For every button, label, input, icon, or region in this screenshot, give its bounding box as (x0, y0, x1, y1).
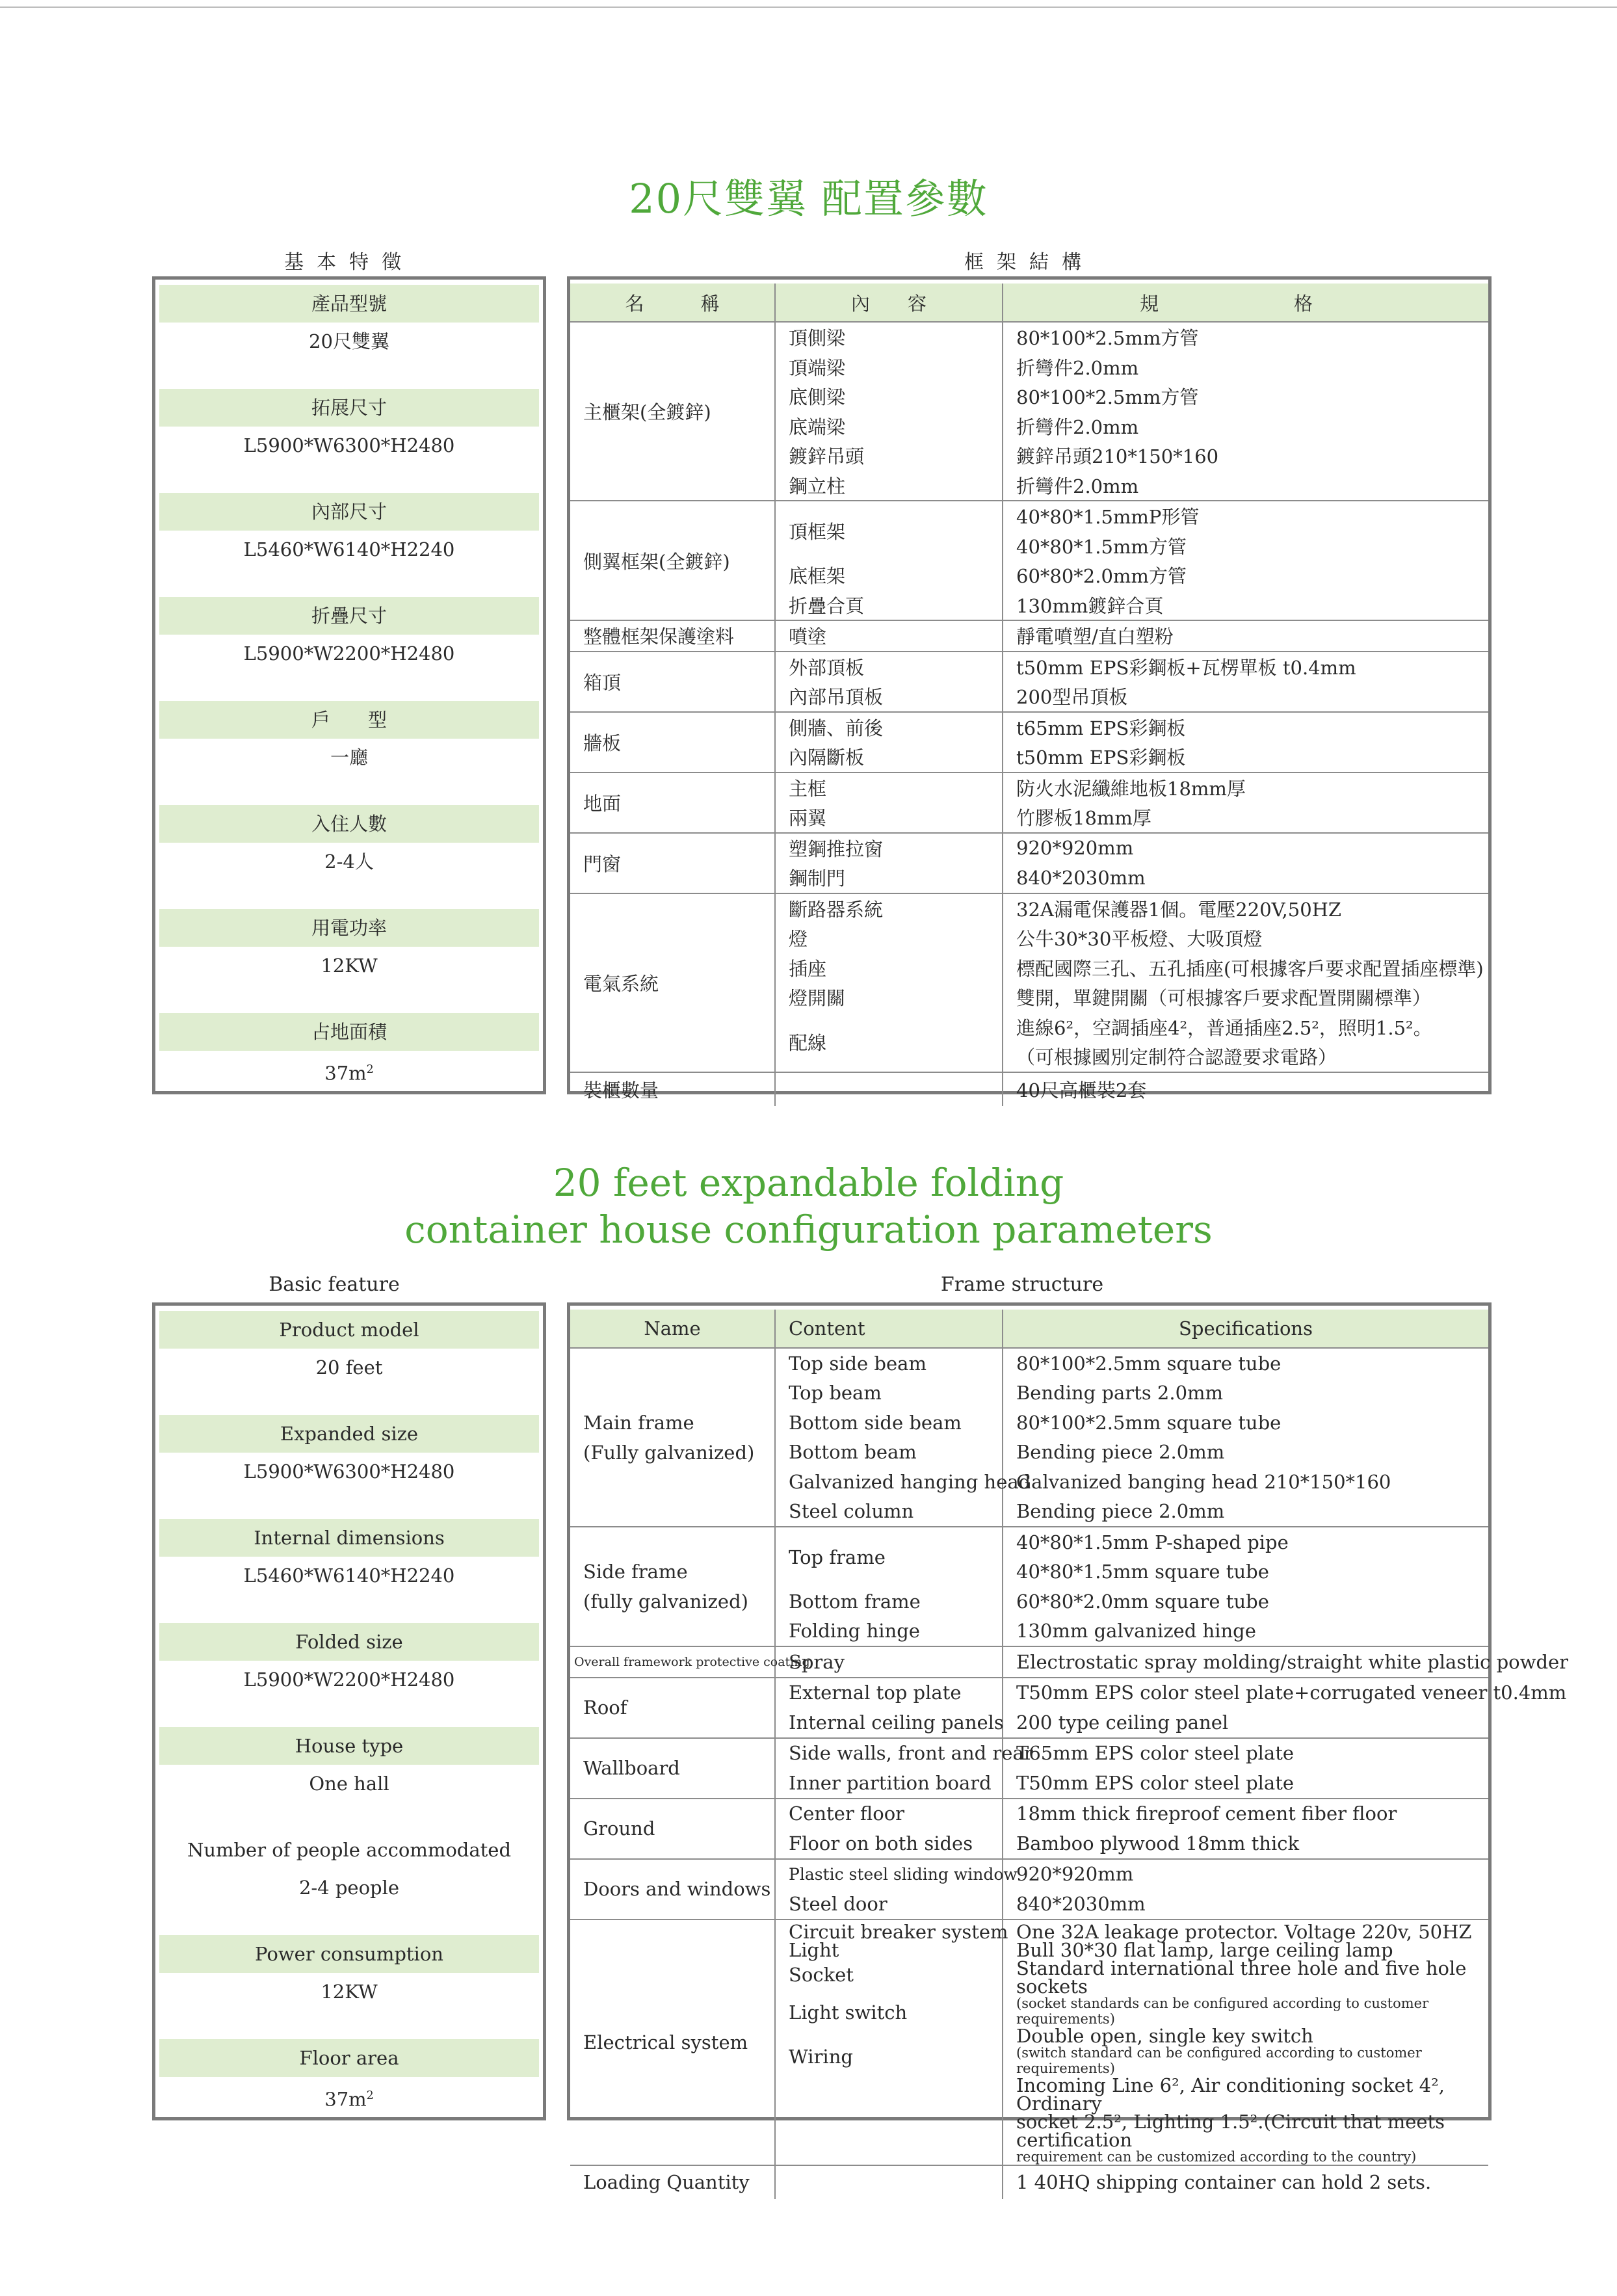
row-content: 插座 (775, 953, 1003, 983)
row-content: 噴塗 (775, 620, 1003, 652)
row-name: Roof (570, 1678, 775, 1738)
row-content: 底側梁 (775, 382, 1003, 412)
row-content: External top plate (775, 1678, 1003, 1708)
row-name: 主櫃架(全鍍鋅) (570, 322, 775, 501)
feature-item (159, 2039, 539, 2143)
row-spec: 40*80*1.5mm P-shaped pipe (1003, 1527, 1488, 1557)
table-row (570, 1678, 1488, 1708)
feature-item (159, 701, 539, 805)
feature-item (159, 1311, 539, 1415)
feature-name: Power consumption (159, 1935, 539, 1973)
row-name: Overall framework protective coating (570, 1646, 775, 1678)
top-rule (0, 7, 1617, 8)
row-spec: 竹膠板18mm厚 (1016, 807, 1151, 830)
row-content: Bottom frame (775, 1587, 1003, 1616)
row-content: Bottom side beam (775, 1408, 1003, 1438)
row-spec: t65mm EPS彩鋼板 (1003, 712, 1488, 743)
feature-value: $37m^2$ (324, 1062, 374, 1085)
row-spec: 200型吊頂板 (1016, 686, 1128, 709)
row-content: 鋼立柱 (775, 471, 1003, 501)
row-spec: 840*2030mm (1016, 1892, 1146, 1915)
feature-value: 12KW (321, 1981, 378, 2003)
frame-structure-label-en: Frame structure (940, 1273, 1104, 1296)
row-spec: 鍍鋅吊頭210*150*160 (1016, 445, 1219, 468)
row-content: Internal ceiling panels (775, 1708, 1003, 1738)
header-name: 名 稱 (570, 284, 775, 322)
feature-value: 12KW (321, 955, 378, 977)
table-row (570, 893, 1488, 924)
table-row (570, 322, 1488, 352)
row-spec: Bending parts 2.0mm (1016, 1382, 1224, 1405)
table-row (570, 1072, 1488, 1106)
feature-value: L5900*W6300*H2480 (243, 1460, 455, 1483)
feature-value: 2-4人 (324, 851, 374, 873)
feature-item (159, 493, 539, 597)
row-spec: 折彎件2.0mm (1016, 416, 1139, 438)
row-spec: Bending piece 2.0mm (1016, 1441, 1225, 1464)
row-spec: 18mm thick fireproof cement fiber floor (1003, 1799, 1488, 1829)
feature-name: 用電功率 (159, 909, 539, 947)
row-content: 頂側梁 (775, 322, 1003, 352)
feature-name: Product model (159, 1311, 539, 1349)
row-spec: 進線6²，空調插座4²，普通插座2.5²，照明1.5²。 (1016, 1016, 1432, 1039)
row-content: Center floor (775, 1799, 1003, 1829)
row-name: Ground (570, 1799, 775, 1859)
table-row (570, 501, 1488, 531)
row-spec: 920*920mm (1003, 1859, 1488, 1890)
row-name: Side frame (fully galvanized) (570, 1527, 775, 1646)
row-content: Spray (775, 1646, 1003, 1678)
row-spec: 840*2030mm (1016, 866, 1146, 889)
row-name: Main frame (Fully galvanized) (570, 1348, 775, 1527)
feature-item (159, 285, 539, 389)
feature-item (159, 1013, 539, 1117)
feature-name: Floor area (159, 2039, 539, 2077)
row-content: 配線 (775, 1012, 1003, 1072)
row-spec: 130mm galvanized hinge (1016, 1620, 1256, 1643)
feature-value: L5900*W2200*H2480 (243, 642, 455, 665)
header-content: 內 容 (775, 284, 1003, 322)
table-row (570, 1527, 1488, 1557)
basic-feature-label-en: Basic feature (269, 1273, 400, 1296)
row-content: Steel door (775, 1889, 1003, 1920)
table-row (570, 772, 1488, 803)
row-spec: 130mm鍍鋅合頁 (1016, 594, 1164, 617)
frame-structure-table-cn (567, 276, 1492, 1102)
row-name: 裝櫃數量 (570, 1072, 775, 1106)
row-content: Floor on both sides (775, 1828, 1003, 1859)
row-name: 電氣系統 (570, 893, 775, 1072)
row-name: Electrical system (570, 1920, 775, 2165)
row-spec: 80*100*2.5mm方管 (1016, 386, 1199, 409)
feature-item (159, 1623, 539, 1727)
header-name: Name (570, 1310, 775, 1348)
row-content: Inner partition board (775, 1768, 1003, 1799)
row-spec: 折彎件2.0mm (1016, 475, 1139, 497)
feature-value: L5900*W6300*H2480 (243, 434, 455, 456)
title-line-1: 20 feet expandable folding (553, 1161, 1064, 1205)
row-spec: 折彎件2.0mm (1016, 356, 1139, 379)
feature-value: $37m^2$ (324, 2088, 374, 2111)
feature-name: 折疊尺寸 (159, 597, 539, 635)
feature-value: 一廳 (330, 746, 368, 769)
feature-item (159, 1519, 539, 1623)
row-content: 鍍鋅吊頭 (775, 441, 1003, 471)
feature-name: 占地面積 (159, 1013, 539, 1051)
row-spec: Bending piece 2.0mm (1016, 1500, 1225, 1523)
feature-name: Number of people accommodated (187, 1839, 512, 1861)
table-row (570, 1646, 1488, 1678)
row-content: Plastic steel sliding window (775, 1859, 1003, 1890)
row-spec: Electrostatic spray molding/straight white plastic powder (1003, 1646, 1488, 1678)
basic-feature-panel-cn (152, 276, 546, 1094)
feature-value: 2-4 people (298, 1877, 400, 1899)
row-spec: 32A漏電保護器1個。電壓220V,50HZ (1003, 893, 1488, 924)
row-content: 內隔斷板 (775, 742, 1003, 772)
feature-item (159, 909, 539, 1013)
feature-name: Internal dimensions (159, 1519, 539, 1557)
row-content: 鋼制門 (775, 863, 1003, 893)
row-content: 燈開關 (775, 983, 1003, 1012)
row-content (775, 1072, 1003, 1106)
feature-item (159, 1935, 539, 2039)
header-spec: Specifications (1003, 1310, 1488, 1348)
row-spec: 雙開，單鍵開關（可根據客戶要求配置開關標準） (1016, 987, 1432, 1010)
row-content: 兩翼 (775, 802, 1003, 833)
row-spec: （可根據國別定制符合認證要求電路） (1016, 1046, 1337, 1069)
feature-item (159, 805, 539, 909)
row-name: 箱頂 (570, 652, 775, 712)
table-row (570, 1799, 1488, 1829)
row-content: 塑鋼推拉窗 (775, 833, 1003, 864)
row-name: 側翼框架(全鍍鋅) (570, 501, 775, 620)
table-row (570, 652, 1488, 682)
row-spec: 60*80*2.0mm方管 (1016, 565, 1187, 588)
row-spec: 200 type ceiling panel (1016, 1711, 1229, 1734)
feature-name: Folded size (159, 1623, 539, 1661)
row-content: Top side beam (775, 1348, 1003, 1379)
feature-name: Expanded size (159, 1415, 539, 1453)
feature-value: L5460*W6140*H2240 (243, 538, 455, 561)
feature-item (159, 1831, 539, 1935)
row-spec: 防火水泥纖維地板18mm厚 (1003, 772, 1488, 803)
row-name: Doors and windows (570, 1859, 775, 1920)
row-spec: 40尺高櫃裝2套 (1003, 1072, 1488, 1106)
frame-structure-table-en (567, 1302, 1569, 2193)
basic-feature-label-cn: 基本特徵 (284, 251, 414, 274)
feature-value: 20尺雙翼 (309, 330, 389, 352)
row-spec: T50mm EPS color steel plate (1016, 1771, 1295, 1794)
row-name: 牆板 (570, 712, 775, 772)
row-content: 底框架 (775, 561, 1003, 590)
row-name: Wallboard (570, 1738, 775, 1799)
row-content: Side walls, front and rear (775, 1738, 1003, 1769)
table-header-row (570, 1310, 1488, 1348)
row-spec: 40*80*1.5mmP形管 (1003, 501, 1488, 531)
feature-value: L5460*W6140*H2240 (243, 1564, 455, 1587)
feature-item (159, 597, 539, 701)
row-spec: One 32A leakage protector. Voltage 220v, 50HZ Bull 30*30 flat lamp, large ceiling lamp Standard international three hole and five hole sockets (socket standards can be configured according to customer requirements) Double open, single key switch (switch standard can be configured according to customer requirements) Incoming Line 6², Air conditioning socket 4², Ordinary socket 2.5², Lighting 1.5².(Circuit that meets certification requirement can be customized according to the country) (1003, 1920, 1488, 2165)
row-spec: 標配國際三孔、五孔插座(可根據客戶要求配置插座標準) (1016, 957, 1484, 980)
feature-name: 內部尺寸 (159, 493, 539, 531)
row-content: 側牆、前後 (775, 712, 1003, 743)
row-spec: 80*100*2.5mm square tube (1003, 1348, 1488, 1379)
row-content: Top beam (775, 1379, 1003, 1408)
row-name: 門窗 (570, 833, 775, 893)
row-content: 頂端梁 (775, 352, 1003, 382)
table-header-row (570, 284, 1488, 322)
frame-structure-label-cn: 框架結構 (964, 251, 1094, 274)
row-content: 底端梁 (775, 412, 1003, 442)
row-content: 燈 (775, 923, 1003, 953)
feature-name: 產品型號 (159, 285, 539, 323)
table-row (570, 833, 1488, 864)
row-content (775, 2165, 1003, 2199)
row-spec: 920*920mm (1003, 833, 1488, 864)
header-content: Content (775, 1310, 1003, 1348)
table-row (570, 1738, 1488, 1769)
row-content: 斷路器系統 (775, 893, 1003, 924)
title-line-2: container house configuration parameters (404, 1207, 1213, 1252)
table-row (570, 620, 1488, 652)
table-row (570, 1920, 1488, 2165)
row-spec: 60*80*2.0mm square tube (1016, 1590, 1269, 1613)
table-row (570, 1348, 1488, 1379)
feature-name: 拓展尺寸 (159, 389, 539, 427)
row-spec: T50mm EPS color steel plate+corrugated veneer t0.4mm (1003, 1678, 1488, 1708)
row-content: Steel column (775, 1497, 1003, 1527)
row-content: 內部吊頂板 (775, 681, 1003, 712)
row-spec: 80*100*2.5mm方管 (1003, 322, 1488, 352)
row-content: 外部頂板 (775, 652, 1003, 682)
feature-item (159, 1415, 539, 1519)
row-spec: 80*100*2.5mm square tube (1016, 1411, 1282, 1434)
row-content: Circuit breaker system Light Socket Light switch Wiring (775, 1920, 1003, 2165)
feature-value: 20 feet (315, 1356, 383, 1379)
row-spec: 公牛30*30平板燈、大吸頂燈 (1016, 928, 1263, 951)
row-content: 頂框架 (775, 501, 1003, 561)
row-spec: Bamboo plywood 18mm thick (1016, 1832, 1300, 1854)
page-title-cn: 20尺雙翼 配置參數 (629, 175, 988, 222)
header-spec: 規 格 (1003, 284, 1488, 322)
feature-item (159, 1727, 539, 1831)
row-spec: t50mm EPS彩鋼板 (1016, 746, 1186, 769)
row-content: 主框 (775, 772, 1003, 803)
row-spec: Galvanized banging head 210*150*160 (1016, 1470, 1391, 1493)
feature-name: 入住人數 (159, 805, 539, 843)
row-name: Loading Quantity (570, 2165, 775, 2199)
row-content: 折疊合頁 (775, 590, 1003, 621)
table-row (570, 1859, 1488, 1890)
page-title-en (0, 1163, 1617, 1256)
row-content: Bottom beam (775, 1438, 1003, 1468)
table-row (570, 712, 1488, 743)
row-spec: T65mm EPS color steel plate (1003, 1738, 1488, 1769)
row-spec: 40*80*1.5mm square tube (1016, 1561, 1269, 1583)
row-spec: t50mm EPS彩鋼板+瓦楞單板 t0.4mm (1003, 652, 1488, 682)
row-content: Top frame (775, 1527, 1003, 1587)
row-spec: 靜電噴塑/直白塑粉 (1003, 620, 1488, 652)
basic-feature-panel-en (152, 1302, 546, 2120)
row-spec: 1 40HQ shipping container can hold 2 sets. (1003, 2165, 1488, 2199)
feature-name: 戶 型 (159, 701, 539, 739)
row-name: 整體框架保護塗料 (570, 620, 775, 652)
feature-value: One hall (309, 1773, 389, 1795)
feature-item (159, 389, 539, 493)
row-name: 地面 (570, 772, 775, 833)
feature-value: L5900*W2200*H2480 (243, 1669, 455, 1691)
row-content: Galvanized hanging head (775, 1467, 1003, 1497)
row-content: Folding hinge (775, 1616, 1003, 1647)
feature-name: House type (159, 1727, 539, 1765)
row-spec: 40*80*1.5mm方管 (1016, 535, 1187, 558)
table-row (570, 2165, 1488, 2199)
